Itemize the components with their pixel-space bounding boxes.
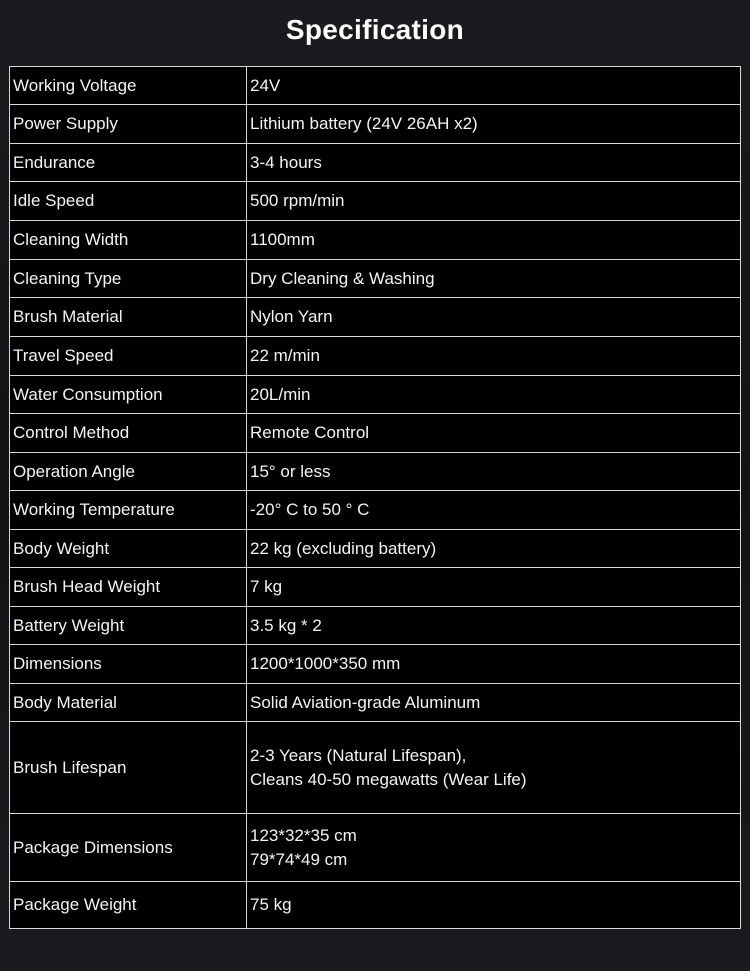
spec-value-line: 79*74*49 cm [250, 849, 348, 869]
spec-label: Package Weight [10, 882, 247, 929]
table-row [10, 376, 741, 414]
spec-value [247, 722, 741, 814]
spec-value-line: 7 kg [250, 577, 283, 596]
spec-value-line: Remote Control [250, 423, 370, 442]
table-row [10, 105, 741, 144]
table-row [10, 260, 741, 298]
spec-label: Working Temperature [10, 491, 247, 530]
page-title: Specification [285, 14, 465, 45]
spec-value [247, 453, 741, 491]
table-row [10, 144, 741, 182]
spec-value [247, 105, 741, 144]
table-row [10, 882, 741, 929]
specification-table-body [10, 67, 741, 929]
spec-label: Control Method [10, 414, 247, 453]
spec-value [247, 607, 741, 645]
spec-value-line: 2-3 Years (Natural Lifespan), [250, 745, 467, 765]
spec-value [247, 814, 741, 882]
spec-value-line: Solid Aviation-grade Aluminum [250, 692, 481, 712]
spec-value-line: 1200*1000*350 mm [250, 654, 401, 673]
spec-value-line: 22 kg (excluding battery) [250, 538, 437, 558]
spec-value-line: 3.5 kg * 2 [250, 615, 322, 635]
spec-label: Brush Head Weight [10, 568, 247, 607]
spec-value [247, 67, 741, 105]
table-row [10, 337, 741, 376]
spec-value [247, 298, 741, 337]
spec-label: Brush Material [10, 298, 247, 337]
table-row [10, 722, 741, 814]
spec-value-line: -20° C to 50 ° C [250, 500, 370, 519]
spec-value-line: 15° or less [250, 461, 331, 481]
spec-label: Package Dimensions [10, 814, 247, 882]
spec-value [247, 645, 741, 684]
spec-value [247, 491, 741, 530]
spec-value-line: 20L/min [250, 384, 311, 404]
spec-value-line: 3-4 hours [250, 152, 322, 172]
spec-value-line: Dry Cleaning & Washing [250, 268, 435, 288]
spec-value-line: 22 m/min [250, 346, 320, 365]
spec-label: Power Supply [10, 105, 247, 144]
spec-value [247, 568, 741, 607]
table-row [10, 67, 741, 105]
spec-label: Operation Angle [10, 453, 247, 491]
spec-value [247, 182, 741, 221]
spec-label: Battery Weight [10, 607, 247, 645]
spec-value-line: 24V [250, 75, 281, 95]
spec-label: Brush Lifespan [10, 722, 247, 814]
spec-value [247, 882, 741, 929]
spec-value [247, 260, 741, 298]
spec-value [247, 337, 741, 376]
spec-value-line: 1100mm [250, 230, 315, 249]
table-row [10, 453, 741, 491]
spec-value-line: Nylon Yarn [250, 307, 333, 326]
spec-value [247, 221, 741, 260]
spec-value [247, 530, 741, 568]
spec-value-line: 75 kg [250, 895, 292, 914]
table-row [10, 607, 741, 645]
spec-label: Dimensions [10, 645, 247, 684]
spec-label: Body Weight [10, 530, 247, 568]
spec-value-line: Cleans 40-50 megawatts (Wear Life) [250, 769, 527, 789]
spec-value [247, 144, 741, 182]
table-row [10, 568, 741, 607]
table-row [10, 684, 741, 722]
table-row [10, 814, 741, 882]
table-row [10, 298, 741, 337]
spec-label: Endurance [10, 144, 247, 182]
spec-label: Travel Speed [10, 337, 247, 376]
spec-label: Cleaning Type [10, 260, 247, 298]
table-row [10, 645, 741, 684]
spec-label: Idle Speed [10, 182, 247, 221]
spec-value [247, 414, 741, 453]
table-row [10, 530, 741, 568]
spec-label: Cleaning Width [10, 221, 247, 260]
spec-label: Water Consumption [10, 376, 247, 414]
spec-value [247, 684, 741, 722]
table-row [10, 491, 741, 530]
specification-table [9, 66, 741, 929]
table-row [10, 221, 741, 260]
spec-value-line: Lithium battery (24V 26AH x2) [250, 114, 478, 133]
spec-value-line: 500 rpm/min [250, 191, 345, 210]
spec-label: Body Material [10, 684, 247, 722]
spec-label: Working Voltage [10, 67, 247, 105]
table-row [10, 182, 741, 221]
spec-value [247, 376, 741, 414]
spec-value-line: 123*32*35 cm [250, 825, 357, 845]
table-row [10, 414, 741, 453]
